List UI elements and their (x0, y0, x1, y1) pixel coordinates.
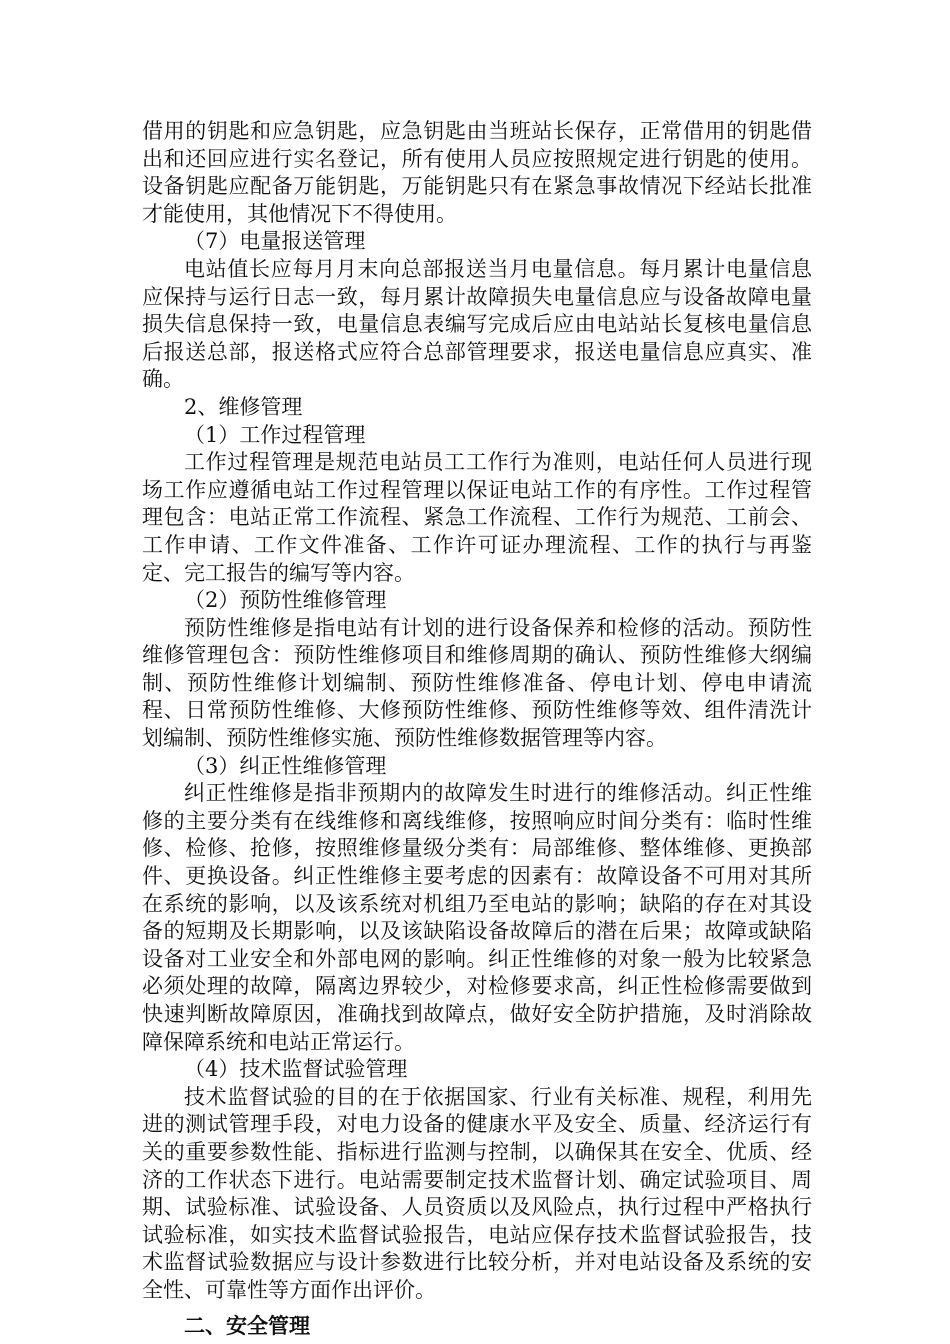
paragraph-key-management-continued: 借用的钥匙和应急钥匙，应急钥匙由当班站长保存，正常借用的钥匙借出和还回应进行实名登记，所有使用人员应按照规定进行钥匙的使用。设备钥匙应配备万能钥匙，万能钥匙只有在紧急事故情况下经站长批准才能使用，其他情况下不得使用。 (142, 119, 812, 226)
major-heading-safety-management: 二、安全管理 (184, 1313, 310, 1338)
subheading-corrective-maintenance: （3）纠正性维修管理 (184, 753, 387, 778)
subheading-electricity-reporting: （7）电量报送管理 (184, 229, 366, 254)
subheading-preventive-maintenance: （2）预防性维修管理 (184, 588, 387, 613)
paragraph-technical-supervision: 技术监督试验的目的在于依据国家、行业有关标准、规程，利用先进的测试管理手段，对电力设备的健康水平及安全、质量、经济运行有关的重要参数性能、指标进行监测与控制，以确保其在安全、优质、经济的工作状态下进行。电站需要制定技术监督计划、确定试验项目、周期、试验标准、试验设备、人员资质以及风险点，执行过程中严格执行试验标准，如实技术监督试验报告，电站应保存技术监督试验报告，技术监督试验数据应与设计参数进行比较分析，并对电站设备及系统的安全性、可靠性等方面作出评价。 (142, 1084, 812, 1302)
paragraph-preventive-maintenance: 预防性维修是指电站有计划的进行设备保养和检修的活动。预防性维修管理包含：预防性维修项目和维修周期的确认、预防性维修大纲编制、预防性维修计划编制、预防性维修准备、停电计划、停电申请流程、日常预防性维修、大修预防性维修、预防性维修等效、组件清洗计划编制、预防性维修实施、预防性维修数据管理等内容。 (142, 615, 812, 751)
document-page (142, 118, 812, 1340)
paragraph-corrective-maintenance: 纠正性维修是指非预期内的故障发生时进行的维修活动。纠正性维修的主要分类有在线维修和离线维修，按照响应时间分类有：临时性维修、检修、抢修，按照维修量级分类有：局部维修、整体维修、更换部件、更换设备。纠正性维修主要考虑的因素有：故障设备不可用对其所在系统的影响，以及该系统对机组乃至电站的影响；缺陷的存在对其设备的短期及长期影响，以及该缺陷设备故障后的潜在后果；故障或缺陷设备对工业安全和外部电网的影响。纠正性维修的对象一般为比较紧急必须处理的故障，隔离边界较少，对检修要求高，纠正性检修需要做到快速判断故障原因，准确找到故障点，做好安全防护措施，及时消除故障保障系统和电站正常运行。 (142, 781, 812, 1054)
section-heading-maintenance: 2、维修管理 (184, 394, 303, 419)
paragraph-work-process: 工作过程管理是规范电站员工工作行为准则，电站任何人员进行现场工作应遵循电站工作过程管理以保证电站工作的有序性。工作过程管理包含：电站正常工作流程、紧急工作流程、工作行为规范、工前会、工作申请、工作文件准备、工作许可证办理流程、工作的执行与再鉴定、完工报告的编写等内容。 (142, 450, 812, 585)
subheading-technical-supervision: （4）技术监督试验管理 (184, 1057, 408, 1082)
subheading-work-process: （1）工作过程管理 (184, 422, 366, 447)
paragraph-electricity-reporting: 电站值长应每月月末向总部报送当月电量信息。每月累计电量信息应保持与运行日志一致，每月累计故障损失电量信息应与设备故障电量损失信息保持一致，电量信息表编写完成后应由电站站长复核电量信息后报送总部，报送格式应符合总部管理要求，报送电量信息应真实、准确。 (142, 256, 812, 392)
